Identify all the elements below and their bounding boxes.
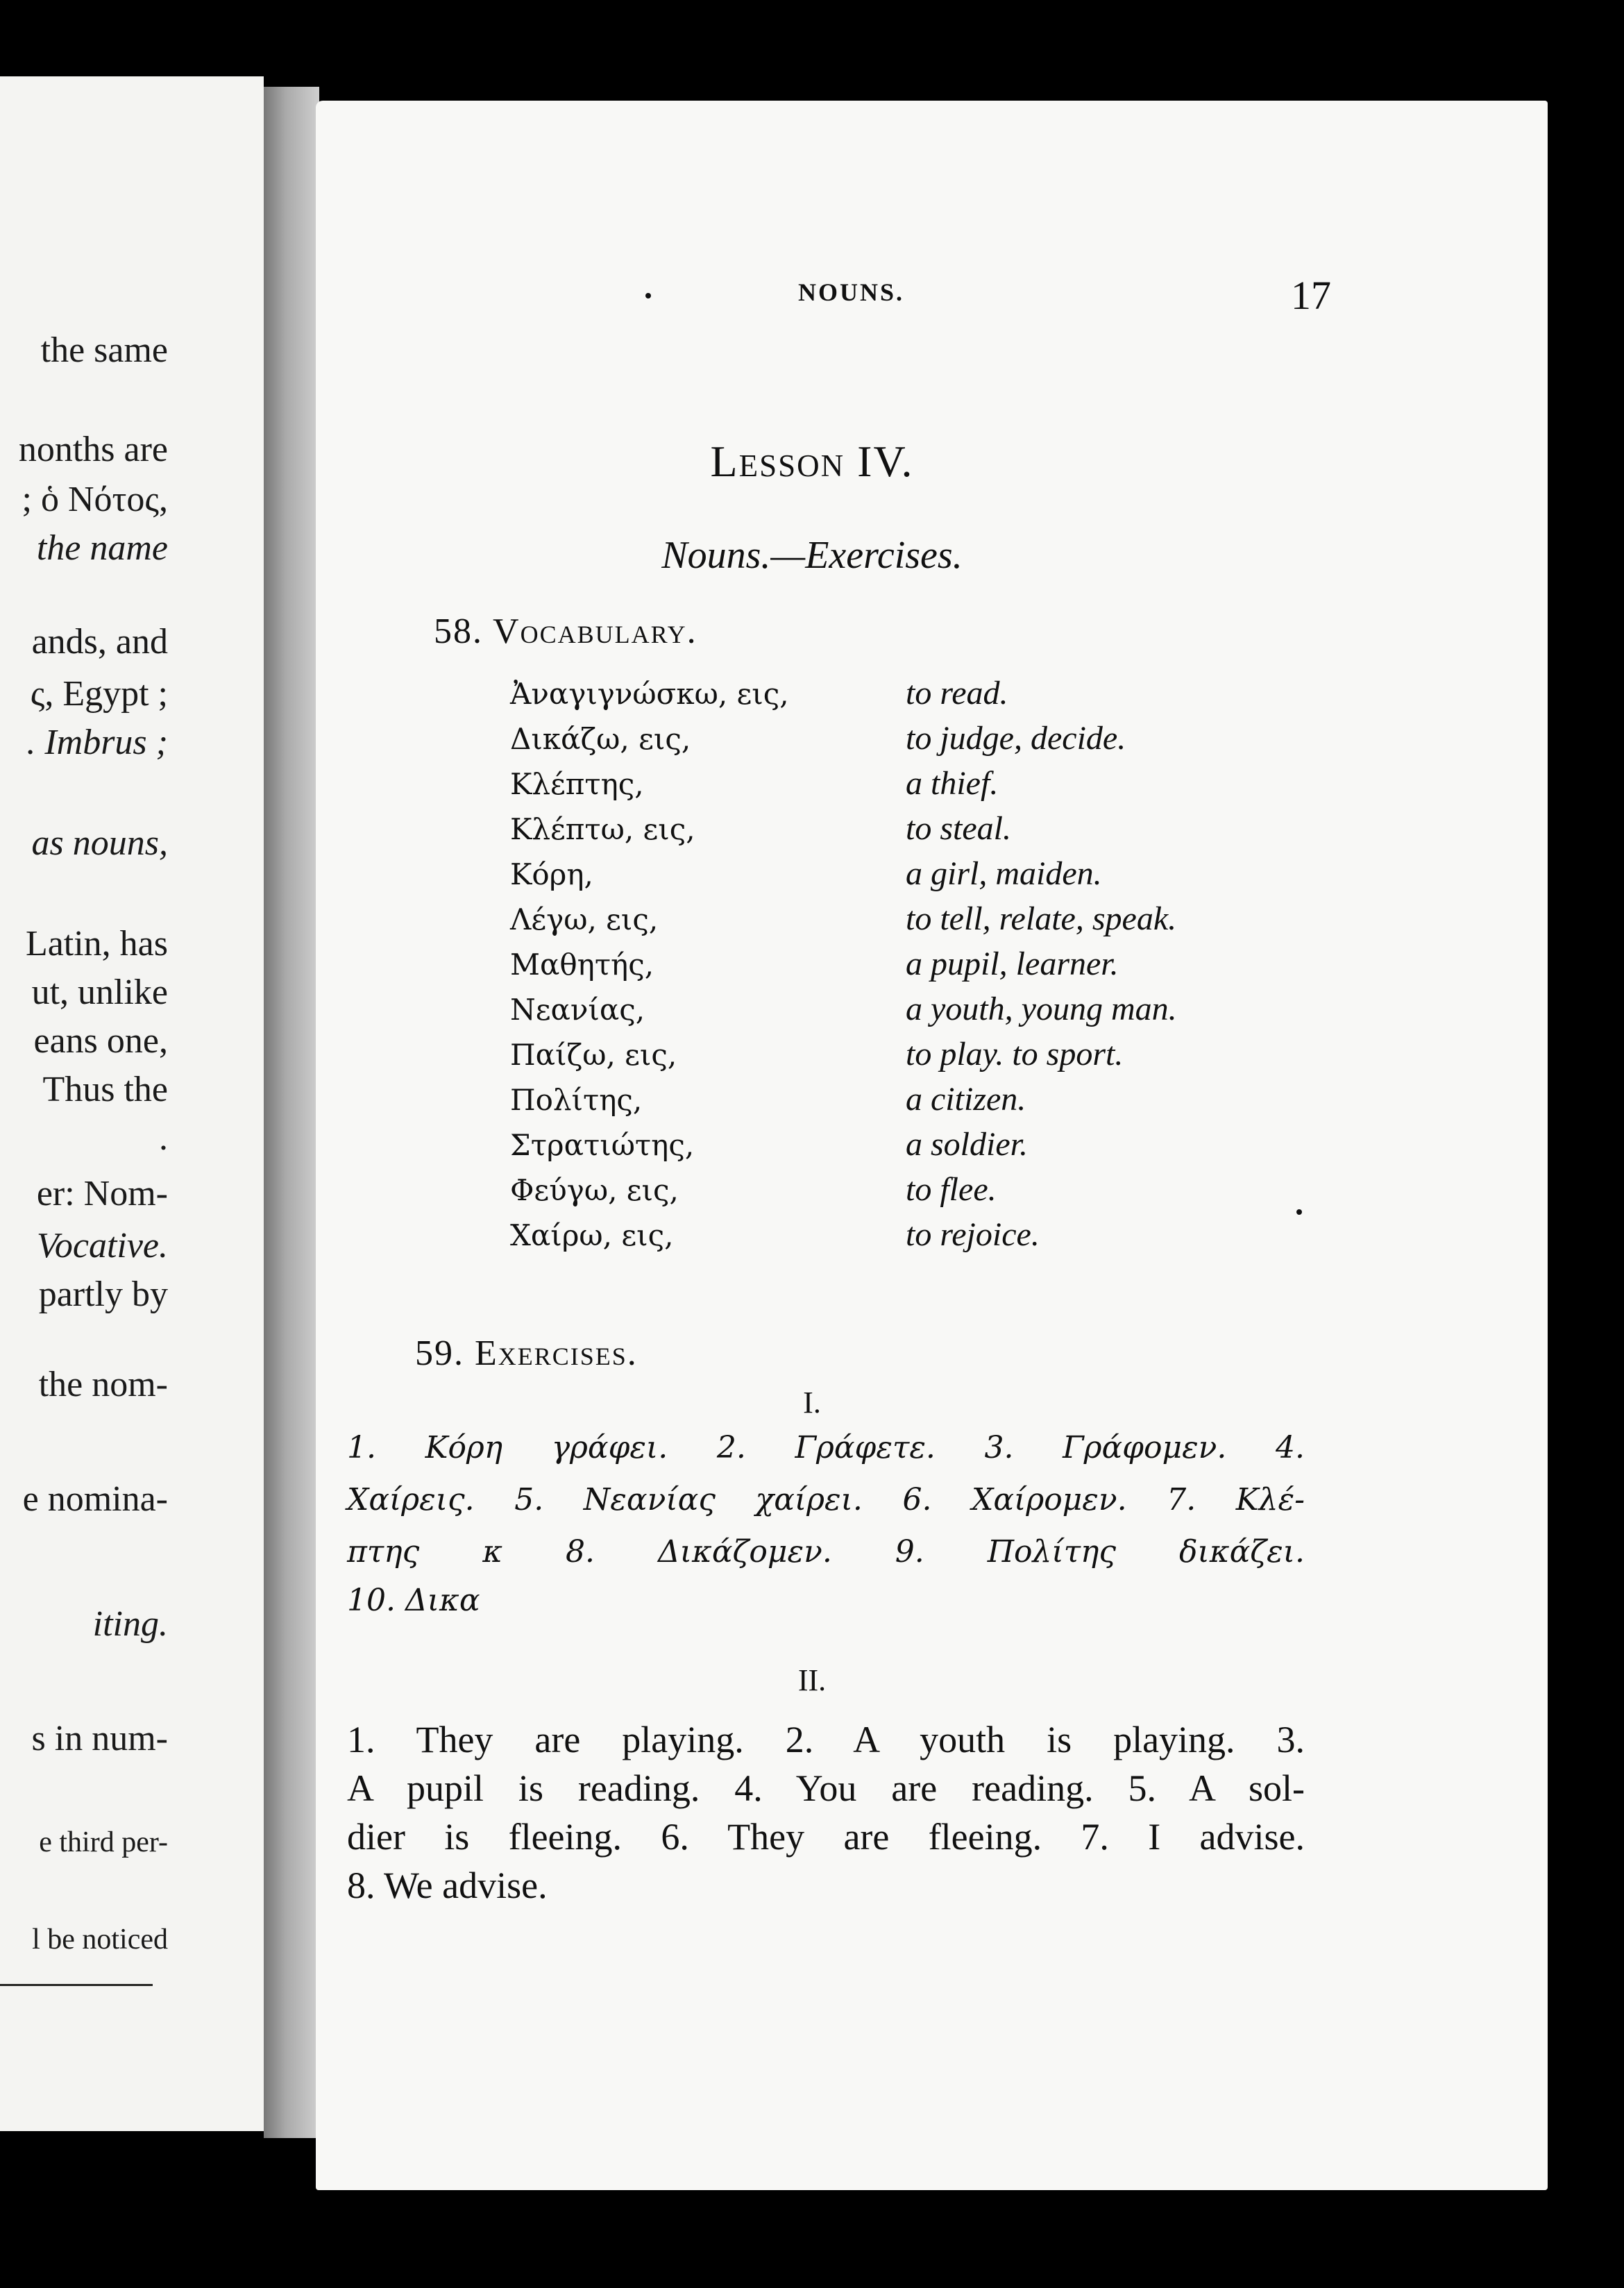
vocab-definition: to read. [906, 675, 1008, 712]
vocab-definition: to steal. [906, 810, 1011, 847]
facing-page-line: e third per- [39, 1826, 168, 1858]
vocab-term: Φεύγω, εις, [510, 1173, 679, 1207]
exercise-line: πτης κ 8. Δικάζομεν. 9. Πολίτης δικάζει. [347, 1534, 1305, 1570]
vocab-definition: a pupil, learner. [906, 945, 1119, 982]
facing-page-line: Vocative. [36, 1226, 168, 1265]
facing-page-left [0, 76, 264, 2131]
facing-page-line: nonths are [18, 430, 168, 469]
vocab-definition: a citizen. [906, 1081, 1026, 1118]
vocab-definition: to tell, relate, speak. [906, 900, 1177, 937]
vocab-term: Κλέπτης, [510, 767, 644, 801]
vocab-term: Πολίτης, [510, 1083, 643, 1117]
footnote-rule [0, 1984, 153, 1986]
vocab-term: Παίζω, εις, [510, 1038, 677, 1072]
facing-page-line: the name [36, 528, 168, 568]
vocab-term: Μαθητής, [510, 948, 654, 982]
facing-page-line: l be noticed [32, 1924, 168, 1955]
facing-page-line: s in num- [31, 1719, 168, 1758]
facing-page-line: ς, Egypt ; [30, 674, 168, 714]
vocab-definition: a youth, young man. [906, 991, 1177, 1027]
facing-page-line: ; ὁ Νότος, [22, 480, 168, 519]
vocab-definition: to judge, decide. [906, 720, 1126, 757]
exercise-part-two-label: II. [797, 1663, 827, 1697]
vocab-term: Στρατιώτης, [510, 1128, 695, 1162]
vocab-term: Δικάζω, εις, [510, 722, 691, 756]
exercise-line: Χαίρεις. 5. Νεανίας χαίρει. 6. Χαίρομεν. 7. Κλέ- [347, 1482, 1305, 1517]
vocab-term: Κλέπτω, εις, [510, 812, 695, 846]
lesson-subtitle: Nouns.—Exercises. [661, 534, 963, 577]
vocab-term: Νεανίας, [510, 993, 645, 1027]
exercise-line: 8. We advise. [347, 1865, 548, 1906]
facing-page-line: ut, unlike [31, 973, 168, 1012]
vocab-term: Χαίρω, εις, [510, 1218, 674, 1252]
vocab-definition: to flee. [906, 1171, 997, 1208]
facing-page-line: iting. [92, 1604, 168, 1644]
exercise-line: 10. Δικα [347, 1583, 480, 1618]
exercise-part-one-label: I. [803, 1386, 821, 1420]
vocab-term: Κόρη, [510, 857, 593, 891]
book-gutter [264, 87, 319, 2138]
exercise-line: 1. They are playing. 2. A youth is playing. 3. [347, 1719, 1305, 1760]
facing-page-line: e nomina- [22, 1479, 168, 1519]
exercise-line: dier is fleeing. 6. They are fleeing. 7. I advise. [347, 1816, 1305, 1858]
exercise-line: 1. Κόρη γράφει. 2. Γράφετε. 3. Γράφομεν. 4. [347, 1430, 1305, 1465]
facing-page-line: ands, and [31, 622, 168, 662]
facing-page-line: the same [40, 330, 168, 370]
exercise-line: A pupil is reading. 4. You are reading. 5. A sol- [347, 1767, 1305, 1809]
facing-page-line: . Imbrus ; [26, 723, 168, 762]
vocab-definition: to play. to sport. [906, 1036, 1124, 1072]
facing-page-line: partly by [38, 1275, 168, 1314]
facing-page-line: Latin, has [25, 924, 168, 964]
vocab-definition: a girl, maiden. [906, 855, 1102, 892]
ink-speck [645, 293, 651, 298]
ink-speck [1296, 1209, 1302, 1215]
lesson-title: Lesson IV. [710, 437, 914, 486]
page-number: 17 [1291, 273, 1331, 318]
facing-page-line: as nouns, [31, 823, 168, 863]
exercises-heading: 59. Exercises. [415, 1334, 638, 1373]
facing-page-line: the nom- [38, 1365, 168, 1404]
vocab-definition: a soldier. [906, 1126, 1029, 1163]
facing-page-line: Thus the [42, 1070, 168, 1109]
vocabulary-heading: 58. Vocabulary. [434, 612, 697, 651]
vocab-term: Λέγω, εις, [510, 902, 659, 936]
facing-page-line: eans one, [33, 1021, 168, 1061]
running-head: NOUNS. [798, 278, 905, 306]
vocab-definition: a thief. [906, 765, 999, 802]
facing-page-line: . [159, 1118, 168, 1158]
vocab-term: Ἀναγιγνώσκω, εις, [510, 677, 789, 711]
facing-page-line: er: Nom- [36, 1174, 168, 1213]
vocab-definition: to rejoice. [906, 1216, 1040, 1253]
